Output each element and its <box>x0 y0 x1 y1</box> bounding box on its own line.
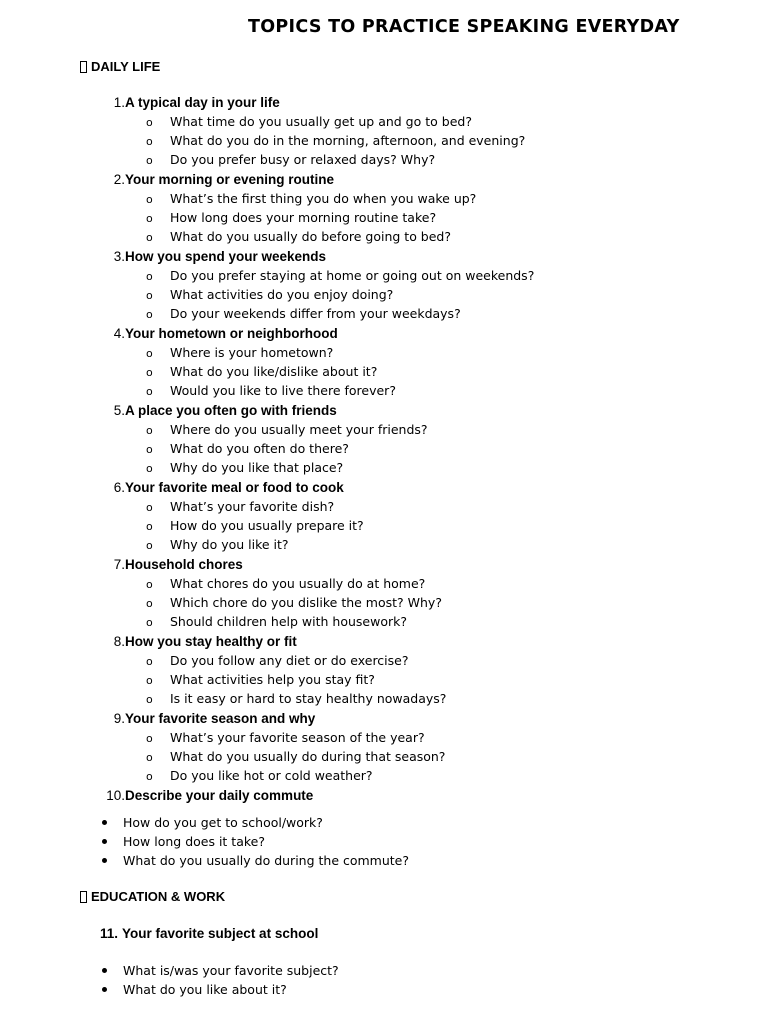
bullet-item <box>102 853 409 868</box>
circle-bullet-icon: o <box>146 539 153 552</box>
circle-bullet-icon: o <box>146 443 153 456</box>
circle-bullet-icon: o <box>146 366 153 379</box>
bullet-dot-icon <box>102 820 107 825</box>
emoji-placeholder-icon <box>80 891 87 903</box>
topic-item-8 <box>100 634 297 649</box>
topic-item-3 <box>100 249 326 264</box>
section-heading-education-work <box>80 889 225 904</box>
question-text: Do you follow any diet or do exercise? <box>170 653 409 668</box>
question-text: Why do you like that place? <box>170 460 344 475</box>
question-text: Do your weekends differ from your weekdays? <box>170 306 461 321</box>
topic-item-2 <box>100 172 334 187</box>
bullet-item <box>102 982 287 997</box>
topic-item-11 <box>100 926 318 941</box>
circle-bullet-icon: o <box>146 135 153 148</box>
question-text: Do you like hot or cold weather? <box>170 768 373 783</box>
circle-bullet-icon: o <box>146 116 153 129</box>
topic-item-9 <box>100 711 315 726</box>
emoji-placeholder-icon <box>80 61 87 73</box>
topic-title: How you stay healthy or fit <box>125 634 297 649</box>
question-text: What’s the first thing you do when you wake up? <box>170 191 477 206</box>
topic-title: Describe your daily commute <box>125 788 314 803</box>
question-text: What’s your favorite dish? <box>170 499 335 514</box>
topic-number: 10. <box>106 788 125 803</box>
question-item <box>146 691 446 706</box>
topic-title: Your favorite subject at school <box>122 926 319 941</box>
topic-title: A typical day in your life <box>125 95 280 110</box>
bullet-item <box>102 963 339 978</box>
circle-bullet-icon: o <box>146 385 153 398</box>
circle-bullet-icon: o <box>146 655 153 668</box>
question-text: Is it easy or hard to stay healthy nowadays? <box>170 691 447 706</box>
bullet-text: How do you get to school/work? <box>123 815 323 830</box>
question-text: What do you often do there? <box>170 441 349 456</box>
question-text: What chores do you usually do at home? <box>170 576 426 591</box>
topic-number: 9. <box>113 711 125 726</box>
circle-bullet-icon: o <box>146 751 153 764</box>
question-item <box>146 460 343 475</box>
question-text: Do you prefer busy or relaxed days? Why? <box>170 152 436 167</box>
bullet-item <box>102 834 265 849</box>
question-text: Where is your hometown? <box>170 345 334 360</box>
question-text: What time do you usually get up and go to bed? <box>170 114 472 129</box>
question-item <box>146 730 425 745</box>
circle-bullet-icon: o <box>146 770 153 783</box>
question-item <box>146 595 442 610</box>
topic-number: 1. <box>113 95 125 110</box>
question-text: Which chore do you dislike the most? Why? <box>170 595 442 610</box>
circle-bullet-icon: o <box>146 424 153 437</box>
circle-bullet-icon: o <box>146 597 153 610</box>
page-title: TOPICS TO PRACTICE SPEAKING EVERYDAY <box>248 17 680 37</box>
section-heading-daily-life <box>80 59 160 74</box>
topic-number: 11. <box>100 926 119 941</box>
topic-item-4 <box>100 326 338 341</box>
question-item <box>146 672 375 687</box>
circle-bullet-icon: o <box>146 347 153 360</box>
topic-number: 3. <box>113 249 125 264</box>
bullet-text: How long does it take? <box>123 834 265 849</box>
question-item <box>146 614 407 629</box>
circle-bullet-icon: o <box>146 693 153 706</box>
question-item <box>146 345 333 360</box>
bullet-dot-icon <box>102 839 107 844</box>
question-item <box>146 768 373 783</box>
topic-title: A place you often go with friends <box>125 403 337 418</box>
question-item <box>146 518 364 533</box>
bullet-dot-icon <box>102 987 107 992</box>
question-text: How long does your morning routine take? <box>170 210 437 225</box>
section-heading-label: DAILY LIFE <box>91 59 161 74</box>
question-item <box>146 537 289 552</box>
topic-number: 4. <box>113 326 125 341</box>
question-text: What do you usually do during that season? <box>170 749 446 764</box>
bullet-text: What is/was your favorite subject? <box>123 963 339 978</box>
circle-bullet-icon: o <box>146 462 153 475</box>
question-text: Do you prefer staying at home or going out on weekends? <box>170 268 535 283</box>
question-text: How do you usually prepare it? <box>170 518 364 533</box>
question-item <box>146 268 534 283</box>
question-text: What’s your favorite season of the year? <box>170 730 425 745</box>
topic-number: 8. <box>113 634 125 649</box>
bullet-dot-icon <box>102 968 107 973</box>
question-item <box>146 152 435 167</box>
question-item <box>146 210 436 225</box>
question-item <box>146 133 525 148</box>
question-text: What activities do you enjoy doing? <box>170 287 394 302</box>
question-item <box>146 441 349 456</box>
topic-title: Your favorite season and why <box>125 711 316 726</box>
question-item <box>146 229 451 244</box>
question-item <box>146 653 409 668</box>
question-item <box>146 383 396 398</box>
question-item <box>146 306 461 321</box>
circle-bullet-icon: o <box>146 674 153 687</box>
question-text: Should children help with housework? <box>170 614 407 629</box>
question-item <box>146 287 393 302</box>
question-item <box>146 114 472 129</box>
question-item <box>146 422 428 437</box>
topic-item-1 <box>100 95 280 110</box>
topic-item-6 <box>100 480 344 495</box>
question-text: What do you like/dislike about it? <box>170 364 378 379</box>
question-item <box>146 499 334 514</box>
question-item <box>146 749 445 764</box>
bullet-text: What do you usually do during the commute? <box>123 853 410 868</box>
circle-bullet-icon: o <box>146 578 153 591</box>
bullet-text: What do you like about it? <box>123 982 287 997</box>
topic-number: 2. <box>113 172 125 187</box>
topic-item-5 <box>100 403 337 418</box>
circle-bullet-icon: o <box>146 154 153 167</box>
topic-title: Your favorite meal or food to cook <box>125 480 344 495</box>
question-text: What do you do in the morning, afternoon, and evening? <box>170 133 526 148</box>
topic-title: Your morning or evening routine <box>125 172 335 187</box>
section-heading-label: EDUCATION & WORK <box>91 889 226 904</box>
topic-number: 7. <box>113 557 125 572</box>
circle-bullet-icon: o <box>146 193 153 206</box>
question-item <box>146 191 476 206</box>
topic-number: 6. <box>113 480 125 495</box>
question-item <box>146 364 377 379</box>
circle-bullet-icon: o <box>146 308 153 321</box>
circle-bullet-icon: o <box>146 231 153 244</box>
bullet-item <box>102 815 323 830</box>
bullet-dot-icon <box>102 858 107 863</box>
circle-bullet-icon: o <box>146 520 153 533</box>
circle-bullet-icon: o <box>146 501 153 514</box>
question-text: What activities help you stay fit? <box>170 672 375 687</box>
circle-bullet-icon: o <box>146 616 153 629</box>
topic-item-10 <box>100 788 313 803</box>
topic-title: How you spend your weekends <box>125 249 327 264</box>
question-text: Would you like to live there forever? <box>170 383 396 398</box>
circle-bullet-icon: o <box>146 289 153 302</box>
topic-title: Household chores <box>125 557 243 572</box>
question-text: Where do you usually meet your friends? <box>170 422 428 437</box>
question-text: Why do you like it? <box>170 537 289 552</box>
topic-number: 5. <box>113 403 125 418</box>
question-item <box>146 576 425 591</box>
topic-item-7 <box>100 557 243 572</box>
circle-bullet-icon: o <box>146 270 153 283</box>
circle-bullet-icon: o <box>146 212 153 225</box>
question-text: What do you usually do before going to bed? <box>170 229 452 244</box>
topic-title: Your hometown or neighborhood <box>125 326 338 341</box>
circle-bullet-icon: o <box>146 732 153 745</box>
